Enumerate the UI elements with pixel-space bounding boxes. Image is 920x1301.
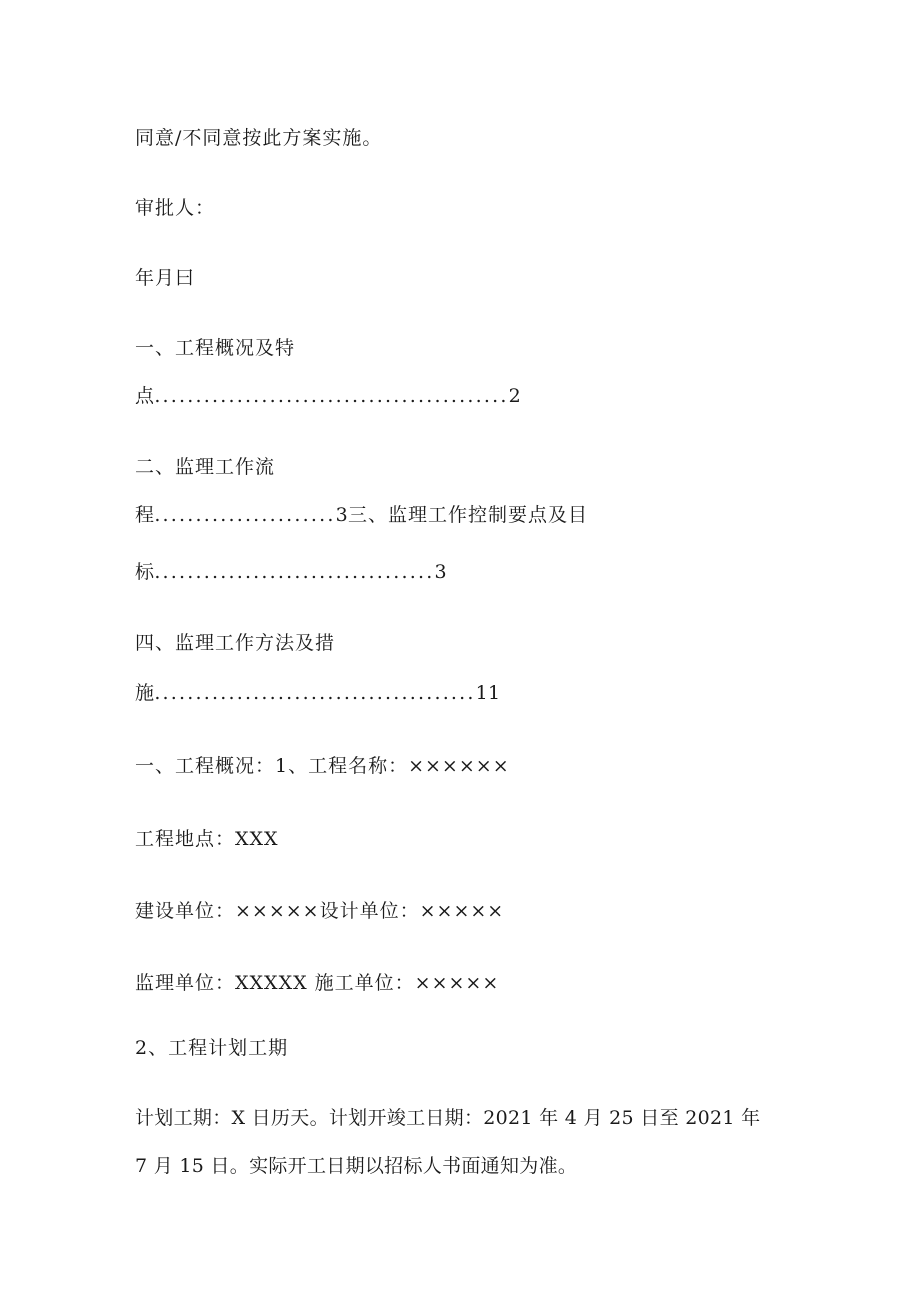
toc-entry-4-page: 11 — [475, 682, 501, 704]
approval-statement: 同意/不同意按此方案实施。 — [135, 127, 383, 149]
toc-entry-3-tail: 标 — [135, 561, 155, 583]
toc-entry-1 — [135, 384, 521, 408]
toc-entry-2-leader: ...................... — [154, 504, 336, 526]
schedule-line-2: 7 月 15 日。实际开工日期以招标人书面通知为准。 — [135, 1155, 578, 1177]
toc-entry-4-tail: 施 — [135, 682, 155, 704]
toc-heading-2: 二、监理工作流 — [135, 456, 276, 478]
toc-entry-3-leader: .................................. — [154, 561, 435, 583]
toc-entry-2-tail: 程 — [135, 504, 155, 526]
toc-heading-1: 一、工程概况及特 — [135, 337, 296, 359]
toc-entry-1-leader: ........................................... — [154, 385, 509, 407]
approver-label: 审批人： — [135, 197, 216, 219]
toc-entry-4 — [135, 681, 500, 705]
owner-designer-line: 建设单位：×××××设计单位：××××× — [135, 900, 505, 922]
toc-entry-1-page: 2 — [508, 385, 522, 407]
toc-heading-4: 四、监理工作方法及措 — [135, 632, 336, 654]
schedule-heading: 2、工程计划工期 — [135, 1037, 289, 1059]
approval-date-label: 年月曰 — [135, 267, 196, 289]
toc-entry-4-leader: ....................................... — [154, 682, 476, 704]
toc-entry-1-tail: 点 — [135, 385, 155, 407]
toc-entry-3 — [135, 560, 447, 584]
toc-entry-2 — [135, 503, 588, 527]
overview-line: 一、工程概况：1、工程名称：×××××× — [135, 755, 510, 777]
toc-entry-3-page: 3 — [434, 561, 447, 583]
supervisor-builder-line: 监理单位：XXXXX 施工单位：××××× — [135, 972, 500, 994]
schedule-line-1: 计划工期：X 日历天。计划开竣工日期：2021 年 4 月 25 日至 2021 年 — [135, 1107, 761, 1129]
toc-entry-2-page: 3 — [335, 504, 348, 526]
location-line: 工程地点：XXX — [135, 828, 279, 850]
toc-heading-3: 三、监理工作控制要点及目 — [347, 504, 588, 526]
